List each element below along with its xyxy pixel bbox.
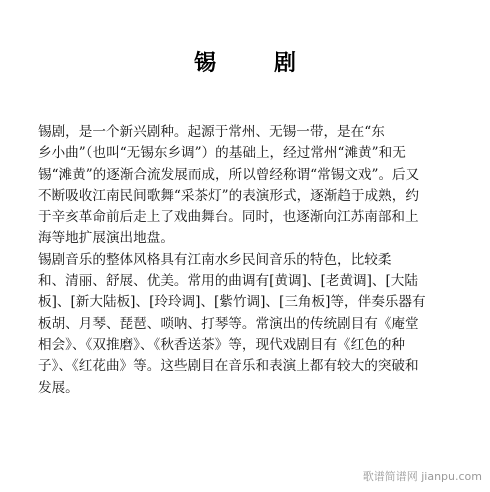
paragraph-line: 不断吸收江南民间歌舞“采茶灯”的表演形式，逐渐趋于成熟，约 (38, 187, 419, 204)
paragraph-line: 锡“滩黄”的逐渐合流发展而成，所以曾经称谓“常锡文戏”。后又 (38, 166, 420, 183)
paragraph-line: 于辛亥革命前后走上了戏曲舞台。同时，也逐渐向江苏南部和上 (38, 209, 419, 226)
document-body (38, 122, 458, 399)
paragraph-line: 发展。 (38, 379, 79, 396)
paragraph-line: 板胡、月琴、琵琶、唢呐、打琴等。常演出的传统剧目有《庵堂 (38, 315, 419, 332)
paragraph-line: 和、清丽、舒展、优美。常用的曲调有[黄调]、[老黄调]、[大陆 (38, 273, 418, 290)
paragraph-line: 相会》、《双推磨》、《秋香送茶》等，现代戏剧目有《红色的种 (38, 336, 406, 353)
site-watermark: 歌谱简谱网 jianpu.com (362, 470, 482, 483)
paragraph-line: 锡剧音乐的整体风格具有江南水乡民间音乐的特色，比较柔 (38, 251, 392, 268)
paragraph-line: 子》、《红花曲》等。这些剧目在音乐和表演上都有较大的突破和 (38, 358, 419, 375)
paragraph-line: 乡小曲”（也叫“无锡东乡调”）的基础上，经过常州“滩黄”和无 (38, 145, 406, 162)
document-title: 锡 剧 (193, 50, 314, 76)
paragraph-line: 锡剧，是一个新兴剧种。起源于常州、无锡一带，是在“东 (38, 124, 385, 140)
paragraph-line: 海等地扩展演出地盘。 (38, 230, 174, 247)
paragraph-line: 板]、[新大陆板]、[玲玲调]、[紫竹调]、[三角板]等，伴奏乐器有 (38, 294, 426, 311)
